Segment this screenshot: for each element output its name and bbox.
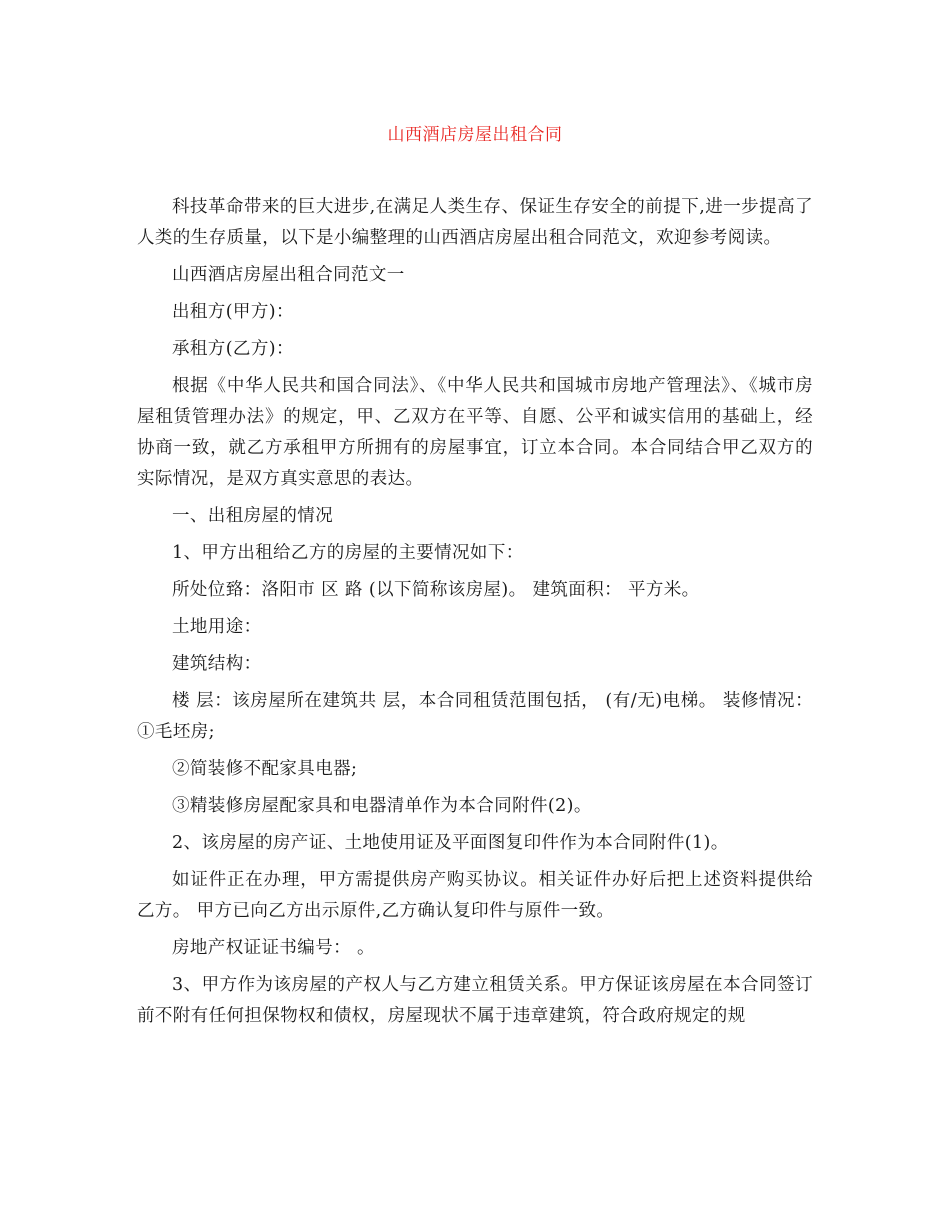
legal-basis-paragraph: 根据《中华人民共和国合同法》、《中华人民共和国城市房地产管理法》、《城市房屋租赁管理办法》的规定，甲、乙双方在平等、自愿、公平和诚实信用的基础上，经协商一致，就乙方承租甲方所拥有的房屋事宜，订立本合同。本合同结合甲乙双方的实际情况，是双方真实意思的表达。	[137, 376, 813, 489]
document-title: 山西酒店房屋出租合同	[387, 125, 563, 145]
certificate-number-line: 房地产权证证书编号： 。	[172, 938, 375, 958]
location-line: 所处位臵：洛阳市 区 路 (以下简称该房屋)。 建筑面积： 平方米。	[172, 580, 700, 600]
clause-1-intro: 1、甲方出租给乙方的房屋的主要情况如下：	[172, 543, 524, 563]
clause-3: 3、甲方作为该房屋的产权人与乙方建立租赁关系。甲方保证该房屋在本合同签订前不附有任何担保物权和债权，房屋现状不属于违章建筑，符合政府规定的规	[137, 975, 813, 1026]
floor-line: 楼 层：该房屋所在建筑共 层，本合同租赁范围包括， (有/无)电梯。 装修情况： ①毛坯房;	[137, 691, 813, 742]
document-body	[137, 192, 813, 1038]
land-use-line: 土地用途：	[172, 617, 262, 637]
certificate-paragraph: 如证件正在办理，甲方需提供房产购买协议。相关证件办好后把上述资料提供给乙方。 甲方已向乙方出示原件,乙方确认复印件与原件一致。	[137, 870, 813, 921]
structure-line: 建筑结构：	[172, 654, 262, 674]
section-heading-property: 一、出租房屋的情况	[172, 506, 334, 526]
section-heading-sample-one: 山西酒店房屋出租合同范文一	[172, 265, 405, 285]
intro-paragraph: 科技革命带来的巨大进步,在满足人类生存、保证生存安全的前提下,进一步提高了人类的生存质量，以下是小编整理的山西酒店房屋出租合同范文，欢迎参考阅读。	[137, 197, 813, 248]
lessor-line: 出租方(甲方)：	[172, 302, 294, 322]
lessee-line: 承租方(乙方)：	[172, 339, 294, 359]
clause-2: 2、该房屋的房产证、土地使用证及平面图复印件作为本合同附件(1)。	[172, 833, 729, 853]
decoration-option-3: ③精装修房屋配家具和电器清单作为本合同附件(2)。	[172, 796, 592, 816]
decoration-option-2: ②简装修不配家具电器;	[172, 759, 358, 779]
